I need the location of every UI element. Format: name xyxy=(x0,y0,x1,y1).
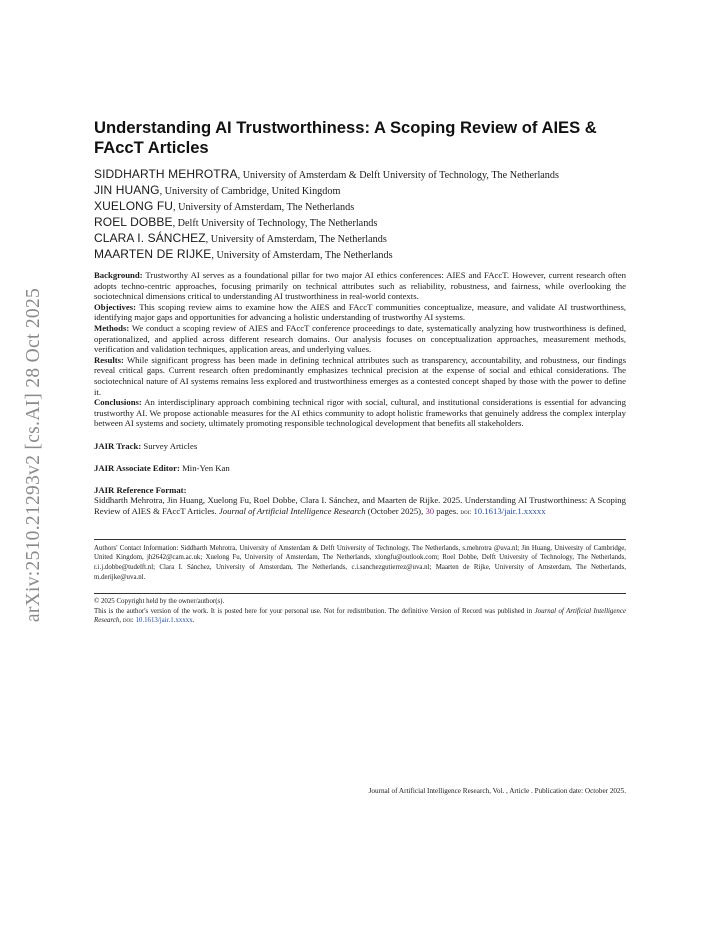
jair-editor-value: Min-Yen Kan xyxy=(179,462,230,473)
author-name: CLARA I. SÁNCHEZ xyxy=(94,231,206,245)
author-affiliation: , University of Amsterdam & Delft University of Technology, The Netherlands xyxy=(237,170,559,181)
jair-editor xyxy=(94,463,626,474)
author-name: XUELONG FU xyxy=(94,199,174,213)
author-entry xyxy=(94,199,626,215)
reference-doi-link[interactable]: 10.1613/jair.1.xxxxx xyxy=(471,506,546,517)
abstract-conclusions-label: Conclusions: xyxy=(94,397,142,408)
copyright-line: © 2025 Copyright held by the owner/author(s). xyxy=(94,598,225,606)
copyright-notice xyxy=(94,597,626,626)
author-affiliation: , University of Amsterdam, The Netherlands xyxy=(205,234,387,245)
abstract-conclusions xyxy=(94,397,626,429)
contact-divider xyxy=(94,539,626,540)
reference-citation: Siddharth Mehrotra, Jin Huang, Xuelong Fu, Roel Dobbe, Clara I. Sánchez, and Maarten de Rijke. 2025. Understanding AI Trustworthiness: A Scoping Review of AIES & FAccT Articles. xyxy=(94,495,626,517)
author-affiliation: , University of Cambridge, United Kingdom xyxy=(159,186,341,197)
author-entry xyxy=(94,247,626,263)
author-entry xyxy=(94,183,626,199)
author-name: ROEL DOBBE xyxy=(94,215,173,229)
abstract-results xyxy=(94,355,626,397)
abstract-objectives-label: Objectives: xyxy=(94,301,136,312)
abstract-objectives-text: This scoping review aims to examine how the AIES and FAccT communities conceptualize, measure, and validate AI trustworthiness, identifying major gaps and opportunities for advancing a holistic understanding of trustworthy AI systems. xyxy=(94,301,626,323)
jair-editor-label: JAIR Associate Editor: xyxy=(94,462,180,473)
author-name: MAARTEN DE RIJKE xyxy=(94,247,212,261)
reference-pages-suffix: pages. xyxy=(434,506,461,517)
copyright-journal: Journal of Artificial Intelligence Research xyxy=(94,607,626,625)
author-name: JIN HUANG xyxy=(94,183,160,197)
reference-format-text xyxy=(94,495,626,518)
reference-format-heading: JAIR Reference Format: xyxy=(94,484,187,495)
author-list xyxy=(94,167,626,263)
abstract-results-text: While significant progress has been made in defining technical attributes such as transparency, accountability, and robustness, our findings reveal critical gaps. Current research often predominantly emphasizes technical precision at the expense of social and ethical considerations. The sociotechnical nature of AI systems remains less explored and trustworthiness emerges as a contested concept shaped by those with the power to define it. xyxy=(94,354,626,397)
author-entry xyxy=(94,167,626,183)
author-affiliation: , University of Amsterdam, The Netherlands xyxy=(211,250,393,261)
abstract-background xyxy=(94,270,626,302)
abstract-methods xyxy=(94,323,626,355)
author-entry xyxy=(94,215,626,231)
copyright-doi-link[interactable]: 10.1613/jair.1.xxxxx xyxy=(133,617,193,625)
reference-pages-link[interactable]: 30 xyxy=(425,506,435,517)
copyright-statement-text: This is the author's version of the work. It is posted here for your personal use. Not for redistribution. The definitive Version of Record was published in xyxy=(94,607,535,615)
jair-track-value: Survey Articles xyxy=(141,440,198,451)
author-name: SIDDHARTH MEHROTRA xyxy=(94,167,238,181)
abstract-results-label: Results: xyxy=(94,354,124,365)
reference-journal: Journal of Artificial Intelligence Research xyxy=(218,506,366,517)
copyright-divider xyxy=(94,593,626,594)
arxiv-watermark-text: arXiv:2510.21293v2 [cs.AI] 28 Oct 2025 xyxy=(23,287,44,623)
jair-track-label: JAIR Track: xyxy=(94,440,142,451)
author-affiliation: , University of Amsterdam, The Netherlands xyxy=(173,202,355,213)
abstract-conclusions-text: An interdisciplinary approach combining technical rigor with social, cultural, and institutional considerations is essential for advancing trustworthy AI. We propose actionable measures for the AI ethics community to adopt holistic frameworks that genuinely address the complex interplay between AI systems and society, ultimately promoting responsible technological development that benefits all stakeholders. xyxy=(94,397,626,429)
reference-format-label xyxy=(94,485,626,496)
abstract-methods-label: Methods: xyxy=(94,322,130,333)
author-affiliation: , Delft University of Technology, The Netherlands xyxy=(172,218,378,229)
abstract-background-label: Background: xyxy=(94,270,143,280)
contact-information: Authors' Contact Information: Siddharth Mehrotra, University of Amsterdam & Delft University of Technology, The Netherlands, s.mehrotra @uva.nl; Jin Huang, University of Cambridge, United Kingdom, jh2642@cam.ac.uk; Xuelong Fu, University of Amsterdam, The Netherlands, xlongfu@outlook.com; Roel Dobbe, Delft University of Technology, The Netherlands, r.i.j.dobbe@tudelft.nl; Clara I. Sánchez, University of Amsterdam, The Netherlands, c.i.sanchezgutierrez@uva.nl; Maarten de Rijke, University of Amsterdam, The Netherlands, m.derijke@uva.nl. xyxy=(94,544,626,581)
reference-doi-label: doi: xyxy=(460,508,472,517)
arxiv-watermark xyxy=(22,265,46,645)
abstract-methods-text: We conduct a scoping review of AIES and FAccT conference proceedings to date, systematically analyzing how trustworthiness is defined, operationalized, and applied across different research domains. Our analysis focuses on conceptualization approaches, measurement methods, verification and validation techniques, application areas, and underlying values. xyxy=(94,322,626,355)
abstract-objectives xyxy=(94,302,626,323)
paper-first-page xyxy=(94,118,626,626)
abstract-background-text: Trustworthy AI serves as a foundational pillar for two major AI ethics conferences: AIES and FAccT. However, current research often adopts techno-centric approaches, focusing primarily on technical attributes such as reliability, robustness, and fairness, while overlooking the sociotechnical dimensions critical to understanding AI trustworthiness in real-world contexts. xyxy=(94,270,626,302)
paper-title: Understanding AI Trustworthiness: A Scoping Review of AIES & FAccT Articles xyxy=(94,118,597,157)
reference-format xyxy=(94,485,626,518)
reference-date: (October 2025), xyxy=(365,506,426,517)
copyright-doi-label: , doi: xyxy=(119,616,134,625)
author-entry xyxy=(94,231,626,247)
page-footer: Journal of Artificial Intelligence Research, Vol. , Article . Publication date: October 2025. xyxy=(368,787,626,795)
copyright-end: . xyxy=(192,617,195,625)
jair-track xyxy=(94,441,626,452)
copyright-statement xyxy=(94,607,626,626)
abstract xyxy=(94,270,626,429)
